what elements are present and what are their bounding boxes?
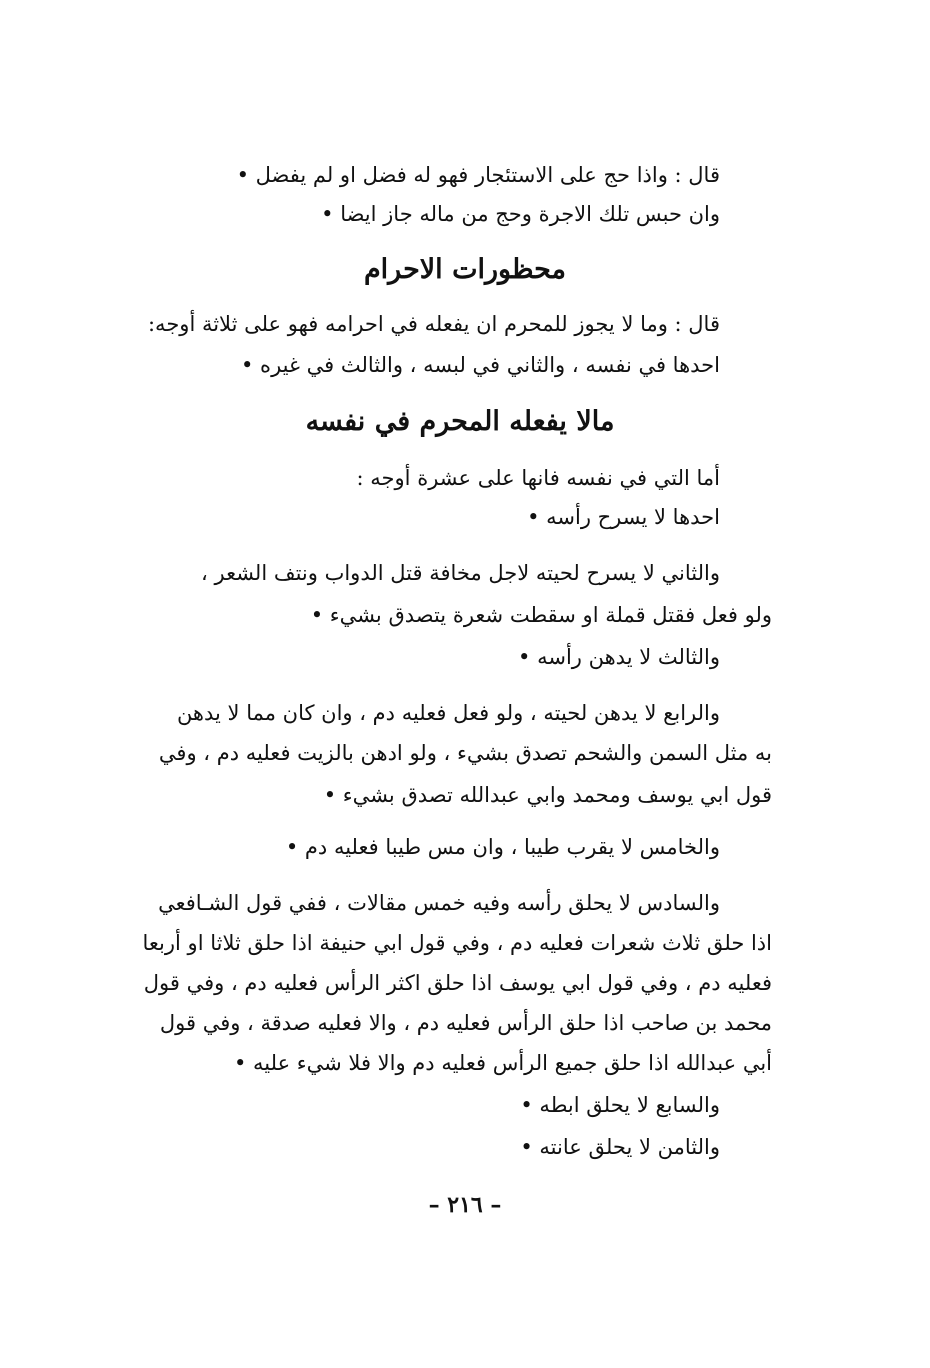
- text-line: والخامس لا يقرب طيبا ، وان مس طيبا فعليه دم •: [285, 835, 720, 859]
- text-line: احدها في نفسه ، والثاني في لبسه ، والثالث في غيره •: [241, 353, 720, 377]
- text-line: به مثل السمن والشحم تصدق بشيء ، ولو ادهن بالزيت فعليه دم ، وفي: [158, 741, 772, 765]
- text-line: والثامن لا يحلق عانته •: [520, 1135, 720, 1159]
- text-line: فعليه دم ، وفي قول ابي يوسف اذا حلق اكثر الرأس فعليه دم ، وفي قول: [143, 971, 772, 995]
- text-line: قول ابي يوسف ومحمد وابي عبدالله تصدق بشيء •: [323, 783, 772, 807]
- text-line: محمد بن صاحب اذا حلق الرأس فعليه دم ، والا فعليه صدقة ، وفي قول: [159, 1011, 772, 1035]
- section-heading: مالا يفعله المحرم في نفسه: [305, 406, 615, 437]
- text-line: والسابع لا يحلق ابطه •: [520, 1093, 720, 1117]
- text-line: والثالث لا يدهن رأسه •: [518, 645, 720, 669]
- text-line: أما التي في نفسه فانها على عشرة أوجه :: [356, 466, 720, 490]
- section-heading: محظورات الاحرام: [363, 254, 567, 285]
- text-line: والسادس لا يحلق رأسه وفيه خمس مقالات ، ففي قول الشـافعي: [158, 891, 720, 915]
- page-number: – ٢١٦ –: [428, 1192, 502, 1218]
- text-line: وان حبس تلك الاجرة وحج من ماله جاز ايضا •: [321, 202, 720, 226]
- text-line: احدها لا يسرح رأسه •: [527, 505, 720, 529]
- text-line: اذا حلق ثلاث شعرات فعليه دم ، وفي قول ابي حنيفة اذا حلق ثلاثا او أربعا: [142, 931, 772, 955]
- text-line: أبي عبدالله اذا حلق جميع الرأس فعليه دم والا فلا شيء عليه •: [233, 1051, 772, 1075]
- text-line: والرابع لا يدهن لحيته ، ولو فعل فعليه دم ، وان كان مما لا يدهن: [176, 701, 720, 725]
- text-line: والثاني لا يسرح لحيته لاجل مخافة قتل الدواب ونتف الشعر ،: [201, 561, 720, 585]
- text-line: ولو فعل فقتل قملة او سقطت شعرة يتصدق بشيء •: [310, 603, 772, 627]
- text-line: قال : وما لا يجوز للمحرم ان يفعله في احرامه فهو على ثلاثة أوجه:: [147, 312, 720, 336]
- text-line: قال : واذا حج على الاستئجار فهو له فضل او لم يفضل •: [236, 163, 720, 187]
